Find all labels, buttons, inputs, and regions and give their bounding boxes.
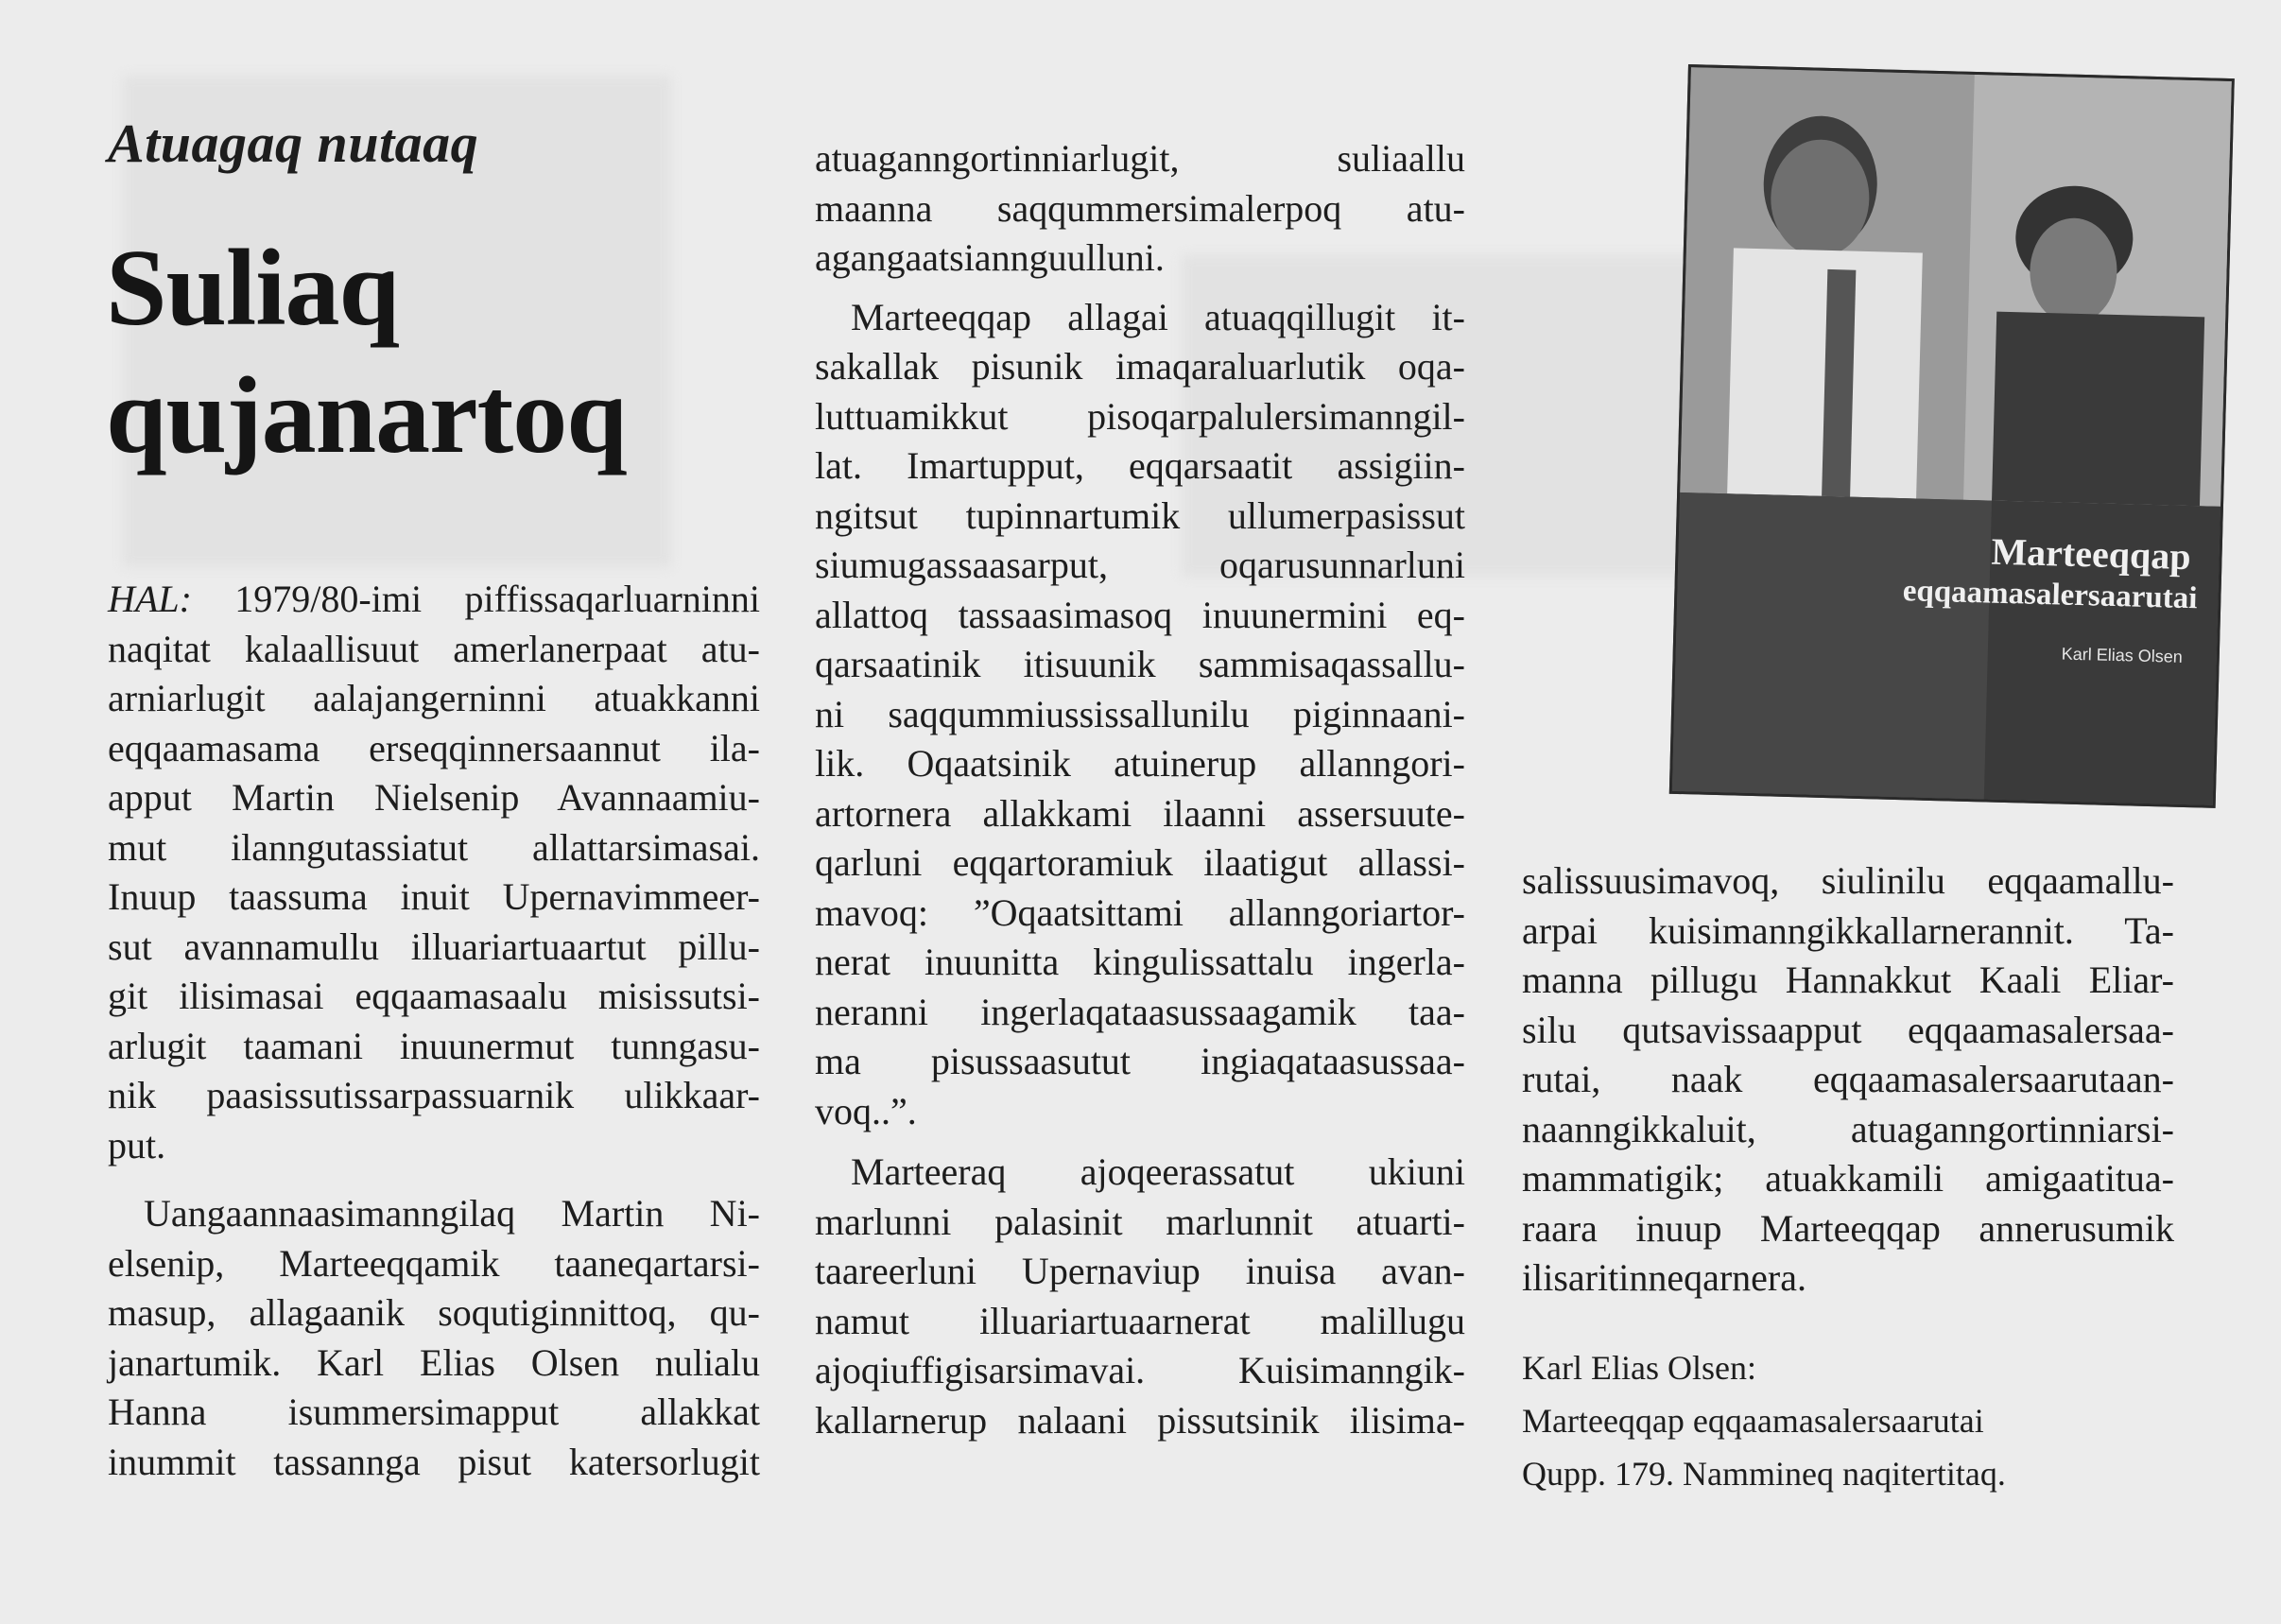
text-line: mammatigik; atuakkamili amigaatitua-: [1522, 1157, 2174, 1200]
text-line: nik paasissutissarpassuarnik ulikkaar-: [108, 1074, 760, 1116]
text-line: masup, allagaanik soqutiginnittoq, qu-: [108, 1291, 760, 1334]
text-line: ilisaritinneqarnera.: [1522, 1256, 1806, 1299]
text-line: lat. Imartupput, eqqarsaatit assigiin-: [815, 444, 1465, 487]
paragraph-4: [815, 293, 1465, 1137]
text-line: neranni ingerlaqataasussaagamik taa-: [815, 990, 1465, 1033]
article-headline: [106, 225, 627, 480]
cover-subtitle: eqqaamasalersaarutai: [1902, 574, 2198, 616]
text-line: ngitsut tupinnartumik ullumerpasissut: [815, 493, 1465, 537]
text-line: agangaatsiannguulluni.: [815, 236, 1165, 279]
text-line: luttuamikkut pisoqarpalulersimanngil-: [815, 394, 1465, 438]
text-line: salissuusimavoq, siulinilu eqqaamallu-: [1522, 859, 2174, 902]
text-line: raara inuup Marteeqqap annerusumik: [1522, 1206, 2174, 1250]
text-line: taareerluni Upernaviup inuisa avan-: [815, 1250, 1465, 1292]
text-line: git ilisimasai eqqaamasaalu misissutsi-: [108, 975, 760, 1017]
text-line: naanngikkaluit, atuaganngortinniarsi-: [1522, 1107, 2174, 1150]
text-line: artornera allakkami ilaanni assersuute-: [815, 791, 1465, 835]
text-line: arlugit taamani inuunermut tunngasu-: [108, 1024, 760, 1067]
paragraph-6: [1522, 856, 2174, 1304]
text-line: Hanna isummersimapput allakkat: [108, 1391, 760, 1433]
text-line: nerat inuunitta kingulissattalu ingerla-: [815, 941, 1465, 983]
text-line: qarsaatinik itisuunik sammisaqassallu-: [815, 643, 1465, 685]
column-1: [108, 575, 760, 1487]
cover-photo: [1680, 67, 2232, 507]
text-line: atuaganngortinniarlugit, suliaallu: [815, 137, 1465, 180]
text-line: Uangaannaasimanngilaq Martin Ni-: [144, 1192, 760, 1235]
book-author: Karl Elias Olsen:: [1522, 1348, 1756, 1387]
text-line: Marteeqqap allagai atuaqqillugit it-: [851, 295, 1465, 338]
headline-line-2: qujanartoq: [106, 355, 627, 476]
cover-author: Karl Elias Olsen: [2061, 644, 2184, 666]
text-line: lik. Oqaatsinik atuinerup allanngori-: [815, 742, 1465, 785]
paragraph-5: [815, 1148, 1465, 1445]
book-title: Marteeqqap eqqaamasalersaarutai: [1522, 1401, 1984, 1440]
text-line: eqqaamasama erseqqinnersaannut ila-: [108, 726, 760, 769]
book-pages: Qupp. 179. Nammineq naqitertitaq.: [1522, 1454, 2006, 1493]
text-line: inummit tassannga pisut katersorlugit: [108, 1440, 760, 1483]
text-line: ajoqiuffigisarsimavai. Kuisimanngik-: [815, 1349, 1465, 1391]
text-line: put.: [108, 1123, 166, 1166]
article-kicker: Atuagaq nutaaq: [108, 112, 479, 174]
paragraph-1: [108, 575, 760, 1170]
text-line: mut ilanngutassiatut allattarsimasai.: [108, 825, 760, 869]
headline-line-1: Suliaq: [106, 228, 399, 349]
cover-title: Marteeqqap: [1990, 529, 2192, 579]
text-line: voq..”.: [815, 1089, 917, 1132]
text-line: janartumik. Karl Elias Olsen nulialu: [108, 1340, 760, 1384]
byline: HAL:: [108, 578, 192, 620]
text-line: qarluni eqqartoramiuk ilaatigut allassi-: [815, 841, 1465, 884]
text-line: manna pillugu Hannakkut Kaali Eliar-: [1522, 959, 2174, 1001]
text-line: siumugassaasarput, oqarusunnarluni: [815, 544, 1465, 586]
text-line: Inuup taassuma inuit Upernavimmeer-: [108, 875, 760, 918]
text-line: maanna saqqummersimalerpoq atu-: [815, 186, 1465, 230]
paragraph-2: [108, 1189, 760, 1487]
cover-photo-figures: [1680, 67, 2235, 507]
text-line: ma pisussaasutut ingiaqataasussaa-: [815, 1040, 1465, 1082]
column-3: [1522, 856, 2174, 1500]
text-line: kallarnerup nalaani pissutsinik ilisima-: [815, 1398, 1465, 1442]
text-line: sut avannamullu illuariartuaartut pillu-: [108, 924, 760, 968]
text-line: arniarlugit aalajangerninni atuakkanni: [108, 677, 760, 719]
column-2: [815, 134, 1465, 1445]
text-line: elsenip, Marteeqqamik taaneqartarsi-: [108, 1241, 760, 1285]
text-line: HAL: 1979/80-imi piffissaqarluarninni: [108, 578, 760, 620]
text-line: arpai kuisimanngikkallarnerannit. Ta-: [1522, 908, 2174, 952]
text-line: naqitat kalaallisuut amerlanerpaat atu-: [108, 627, 760, 670]
paragraph-3: [815, 134, 1465, 284]
text-line: silu qutsavissaapput eqqaamasalersaa-: [1522, 1008, 2174, 1051]
text-line: allattoq tassaasimasoq inuunermini eq-: [815, 593, 1465, 636]
text-line: ni saqqummiussissallunilu piginnaani-: [815, 692, 1465, 735]
text-line: sakallak pisunik imaqaraluarlutik oqa-: [815, 345, 1465, 388]
text-line: marlunni palasinit marlunnit atuarti-: [815, 1200, 1465, 1243]
book-cover-image: [1669, 64, 2235, 808]
book-info: [1522, 1341, 2174, 1500]
text-line: rutai, naak eqqaamasalersaarutaan-: [1522, 1058, 2174, 1100]
text-line: mavoq: ”Oqaatsittami allanngoriartor-: [815, 890, 1465, 934]
text-line: namut illuariartuaarnerat malillugu: [815, 1299, 1465, 1342]
text-line: apput Martin Nielsenip Avannaamiu-: [108, 776, 760, 819]
text-line: Marteeraq ajoqeerassatut ukiuni: [851, 1150, 1465, 1193]
